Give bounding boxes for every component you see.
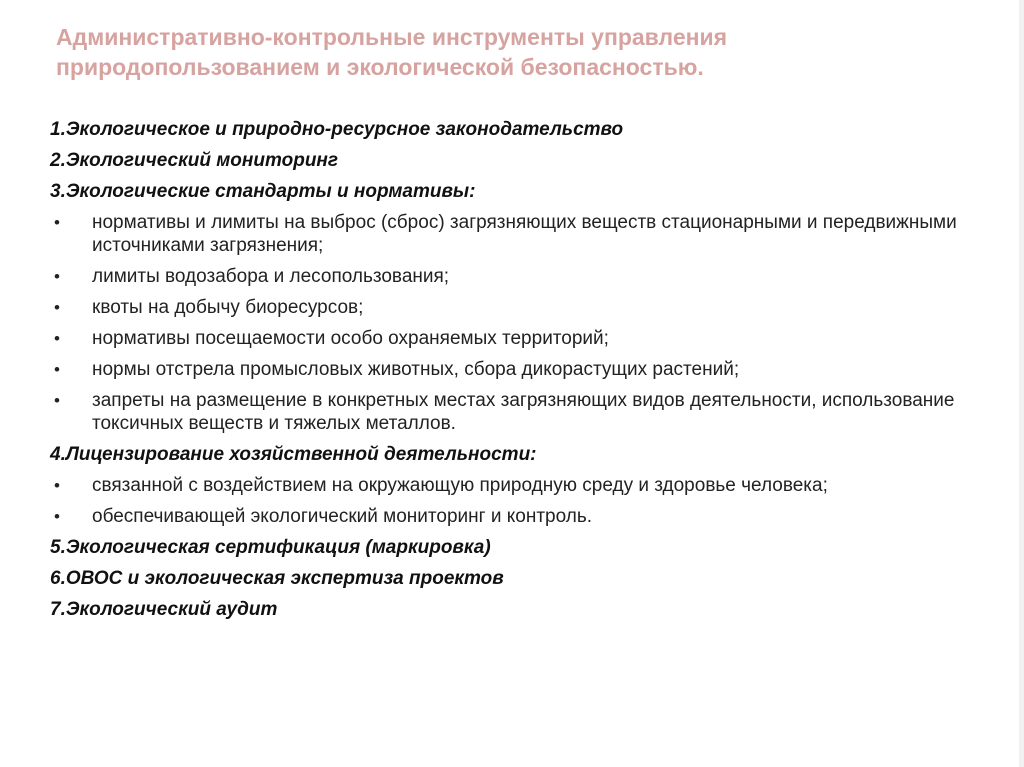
bullet-text: нормативы и лимиты на выброс (сброс) загрязняющих веществ стационарными и передвижными источниками загрязнения; [92, 212, 957, 256]
section-heading: 7.Экологический аудит [50, 599, 278, 620]
section-6 [50, 567, 980, 590]
bullet-text: нормативы посещаемости особо охраняемых территорий; [92, 328, 609, 349]
bullet-item [50, 211, 980, 257]
bullet-item [50, 505, 980, 528]
bullet-text: нормы отстрела промысловых животных, сбора дикорастущих растений; [92, 359, 740, 380]
section-heading: 3.Экологические стандарты и нормативы: [50, 181, 476, 202]
bullet-item [50, 358, 980, 381]
section-heading: 4.Лицензирование хозяйственной деятельности: [50, 444, 537, 465]
section-heading: 1.Экологическое и природно-ресурсное законодательство [50, 119, 624, 140]
section-heading: 2.Экологический мониторинг [50, 150, 339, 171]
bullet-text: лимиты водозабора и лесопользования; [92, 266, 450, 287]
slide-content [50, 118, 980, 629]
section-7 [50, 598, 980, 621]
bullet-marker: • [54, 298, 60, 317]
bullet-marker: • [54, 267, 60, 286]
section-3 [50, 180, 980, 435]
section-1 [50, 118, 980, 141]
bullet-item [50, 327, 980, 350]
slide-title-line-1: Административно-контрольные инструменты управления [56, 24, 728, 50]
bullet-list [50, 474, 980, 528]
bullet-marker: • [54, 329, 60, 348]
bullet-item [50, 296, 980, 319]
bullet-item [50, 265, 980, 288]
bullet-text: квоты на добычу биоресурсов; [92, 297, 364, 318]
section-5 [50, 536, 980, 559]
section-heading: 6.ОВОС и экологическая экспертиза проектов [50, 568, 504, 589]
slide-title-line-2: природопользованием и экологической безопасностью. [56, 54, 704, 80]
section-2 [50, 149, 980, 172]
section-heading: 5.Экологическая сертификация (маркировка) [50, 537, 491, 558]
bullet-item [50, 389, 980, 435]
bullet-marker: • [54, 507, 60, 526]
bullet-marker: • [54, 360, 60, 379]
bullet-text: обеспечивающей экологический мониторинг и контроль. [92, 506, 593, 527]
slide-title [56, 22, 956, 82]
bullet-marker: • [54, 476, 60, 495]
bullet-item [50, 474, 980, 497]
bullet-list [50, 211, 980, 435]
bullet-marker: • [54, 213, 60, 232]
bullet-text: запреты на размещение в конкретных местах загрязняющих видов деятельности, использование токсичных веществ и тяжелых металлов. [92, 390, 955, 434]
bullet-text: связанной с воздействием на окружающую природную среду и здоровье человека; [92, 475, 828, 496]
bullet-marker: • [54, 391, 60, 410]
section-4 [50, 443, 980, 528]
slide-edge [1019, 0, 1024, 767]
